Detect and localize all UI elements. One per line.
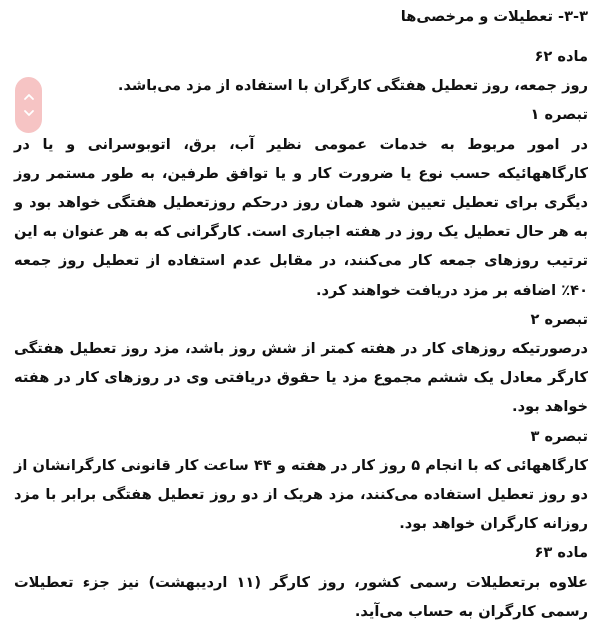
note-3-label: تبصره ۳ [530,427,588,445]
note-1-label: تبصره ۱ [530,106,588,124]
scroll-control[interactable] [15,77,42,133]
article-63-label: ماده ۶۳ [534,544,588,562]
article-62-label: ماده ۶۲ [534,48,588,65]
note-3-text: کارگاههائی که با انجام ۵ روز کار در هفته و ۴۴ ساعت کار قانونی کارگرانشان از دو روز تعطیل استفاده می‌کنند، مزد هریک از دو روز تعطیل هفتگی برابر با مزد روزانه کارگران خواهد بود. [14,456,588,533]
document-body [14,0,588,626]
article-62-text: روز جمعه، روز تعطیل هفتگی کارگران با استفاده از مزد می‌باشد. [117,77,588,95]
section-heading: ۳-۳- تعطیلات و مرخصی‌ها [400,8,588,25]
note-1-text: در امور مربوط به خدمات عمومی نظیر آب، برق، اتوبوسرانی و یا در کارگاههائیکه حسب نوع یا ضرورت کار و یا توافق طرفین، به طور مستمر روز دیگری برای تعطیل تعیین شود همان روز درحکم روزتعطیل هفتگی خواهد بود و به هر حال تعطیل یک روز در هفته اجباری است. کارگرانی که به هر عنوان به این ترتیب روزهای جمعه کار می‌کنند، در مقابل عدم استفاده از تعطیل روز جمعه ۴۰٪ اضافه بر مزد دریافت خواهند کرد. [14,135,588,299]
note-2-label: تبصره ۲ [530,310,588,328]
chevron-up-icon[interactable] [23,92,35,102]
article-63-text: علاوه برتعطیلات رسمی کشور، روز کارگر (۱۱ اردیبهشت) نیز جزء تعطیلات رسمی کارگران به حساب می‌آید. [14,573,588,620]
note-2-text: درصورتیکه روزهای کار در هفته کمتر از شش روز باشد، مزد روز تعطیل هفتگی کارگر معادل یک ششم مجموع مزد یا حقوق دریافتی وی در روزهای کار در هفته خواهد بود. [14,340,588,416]
chevron-down-icon[interactable] [23,108,35,118]
